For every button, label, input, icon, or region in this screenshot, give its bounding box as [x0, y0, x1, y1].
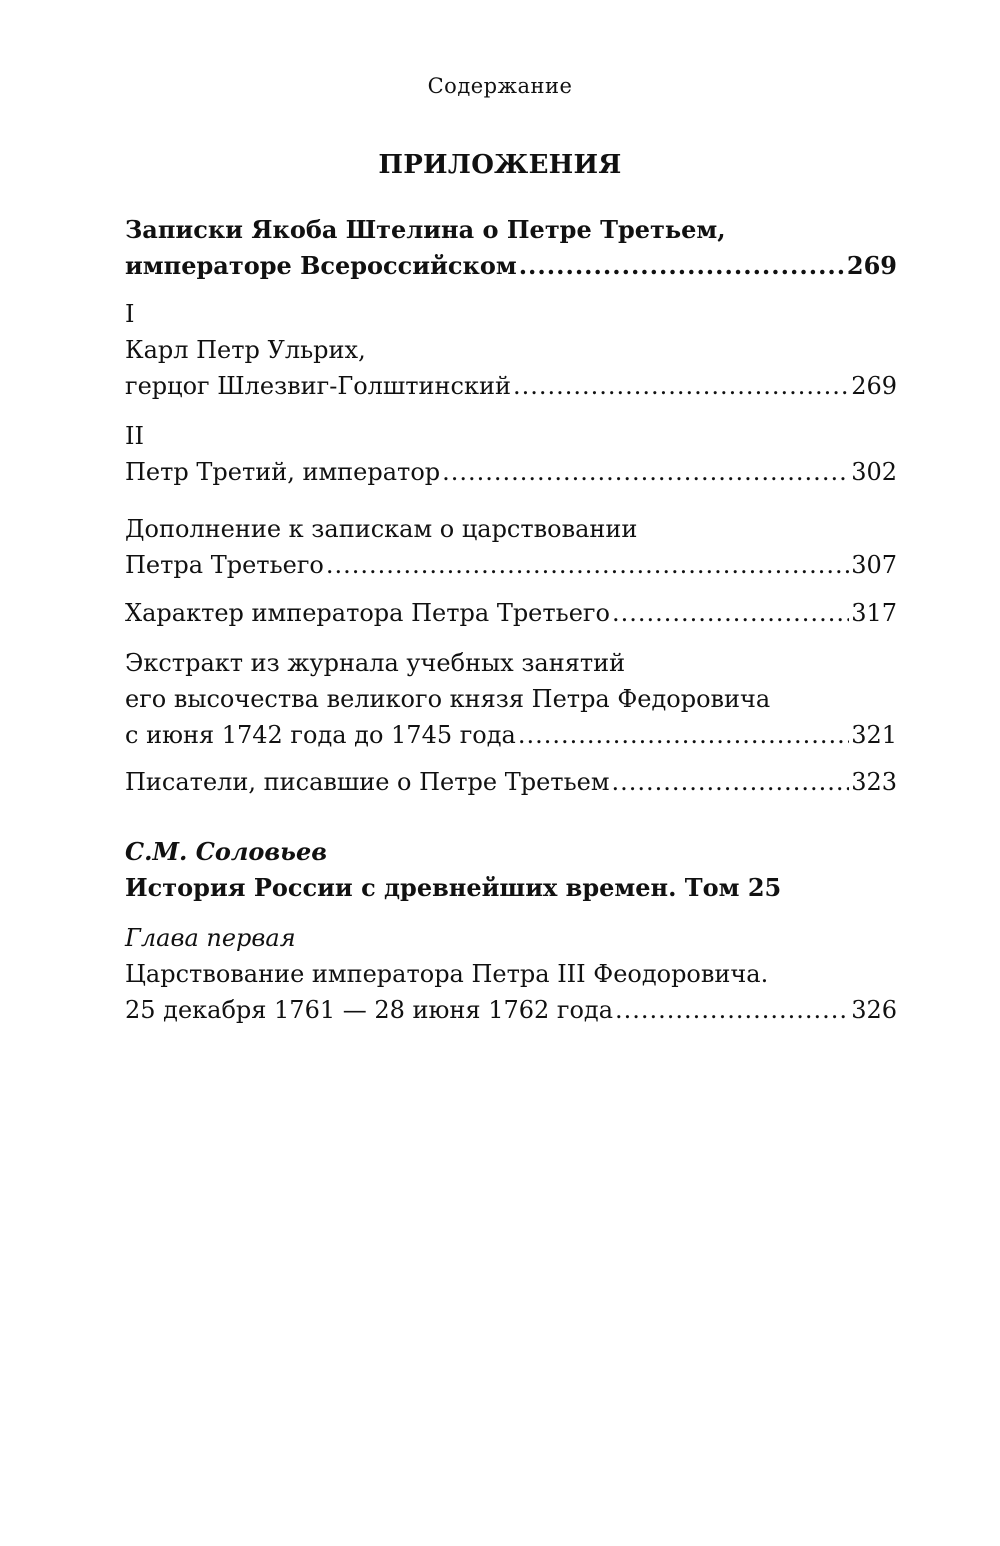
dot-leader — [519, 248, 845, 284]
entry-title-line: с июня 1742 года до 1745 года — [125, 721, 516, 749]
page-number: 269 — [851, 372, 897, 400]
part-numeral — [125, 418, 897, 454]
entry-title-line: герцог Шлезвиг-Голштинский — [125, 372, 511, 400]
page-number: 326 — [851, 996, 897, 1024]
toc-line — [125, 956, 897, 992]
author-text: С.М. Соловьев — [125, 837, 328, 866]
toc-entry-soloviev — [125, 834, 897, 906]
toc-line — [125, 212, 897, 248]
entry-title-line: императоре Всероссийском — [125, 251, 517, 280]
dot-leader — [612, 595, 849, 631]
toc-line — [125, 992, 897, 1028]
entry-title-line: Экстракт из журнала учебных занятий — [125, 649, 626, 677]
entry-title-line: Царствование императора Петра III Феодоровича. — [125, 960, 769, 988]
work-title — [125, 870, 897, 906]
toc-line — [125, 368, 897, 404]
toc-line — [125, 511, 897, 547]
running-head: Содержание — [427, 74, 573, 98]
toc-entry-part-2 — [125, 418, 897, 490]
chapter-label-text: Глава первая — [125, 924, 296, 952]
section-title: ПРИЛОЖЕНИЯ — [378, 150, 622, 180]
dot-leader — [612, 764, 850, 800]
entry-title-line: Писатели, писавшие о Петре Третьем — [125, 768, 610, 796]
toc-line — [125, 454, 897, 490]
entry-title-line: его высочества великого князя Петра Федоровича — [125, 685, 771, 713]
chapter-label — [125, 920, 897, 956]
toc-entry-stehlin-notes — [125, 212, 897, 284]
toc-line — [125, 681, 897, 717]
work-title-text: История России с древнейших времен. Том 25 — [125, 873, 782, 902]
toc-line — [125, 645, 897, 681]
toc-entry-character — [125, 595, 897, 631]
author-name — [125, 834, 897, 870]
toc-line — [125, 764, 897, 800]
toc-line — [125, 248, 897, 284]
toc-entry-writers — [125, 764, 897, 800]
entry-title-line: Характер императора Петра Третьего — [125, 599, 610, 627]
dot-leader — [326, 547, 849, 583]
dot-leader — [442, 454, 849, 490]
page-number: 269 — [846, 251, 897, 280]
dot-leader — [518, 717, 849, 753]
toc-entry-part-1 — [125, 296, 897, 404]
page-number: 317 — [851, 599, 897, 627]
page-number: 307 — [851, 551, 897, 579]
part-numeral — [125, 296, 897, 332]
roman-numeral: II — [125, 422, 144, 450]
dot-leader — [513, 368, 849, 404]
entry-title-line: Записки Якоба Штелина о Петре Третьем, — [125, 215, 726, 244]
toc-entry-extract — [125, 645, 897, 753]
entry-title-line: Петр Третий, император — [125, 458, 441, 486]
dot-leader — [615, 992, 849, 1028]
page-number: 323 — [851, 768, 897, 796]
page-number: 321 — [851, 721, 897, 749]
entry-title-line: Карл Петр Ульрих, — [125, 336, 366, 364]
toc-line — [125, 547, 897, 583]
entry-title-line: 25 декабря 1761 — 28 июня 1762 года — [125, 996, 614, 1024]
toc-line — [125, 595, 897, 631]
toc-entry-supplement — [125, 511, 897, 583]
toc-line — [125, 717, 897, 753]
roman-numeral: I — [125, 300, 135, 328]
toc-line — [125, 332, 897, 368]
toc-entry-chapter-1 — [125, 920, 897, 1028]
entry-title-line: Петра Третьего — [125, 551, 324, 579]
entry-title-line: Дополнение к запискам о царствовании — [125, 515, 638, 543]
page-number: 302 — [851, 458, 897, 486]
